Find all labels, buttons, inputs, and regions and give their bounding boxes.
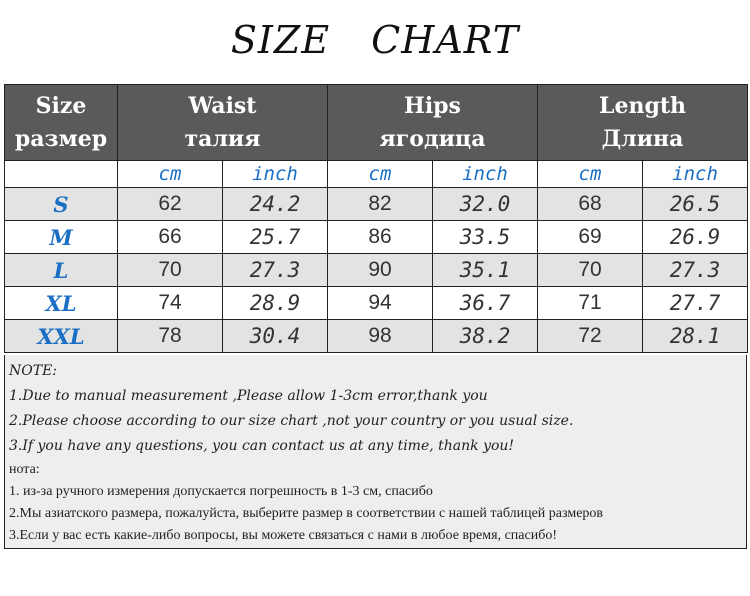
unit-inch: inch bbox=[223, 161, 328, 188]
header-length: Length Длина bbox=[538, 85, 748, 161]
note-item-en: 1.Due to manual measurement ,Please allow 1-3cm error,thank you bbox=[9, 388, 488, 404]
unit-cm: cm bbox=[118, 161, 223, 188]
note-item-ru: 1. из-за ручного измерения допускается погрешность в 1-3 см, спасибо bbox=[9, 484, 433, 499]
table-row bbox=[5, 254, 748, 287]
waist-inch-cell: 25.7 bbox=[223, 221, 328, 254]
length-inch-cell: 27.3 bbox=[643, 254, 748, 287]
unit-cm: cm bbox=[328, 161, 433, 188]
notes-section bbox=[4, 355, 747, 549]
page-title: SIZE CHART bbox=[230, 18, 520, 62]
waist-cm-cell: 62 bbox=[118, 188, 223, 221]
length-cm-cell: 69 bbox=[538, 221, 643, 254]
unit-inch: inch bbox=[433, 161, 538, 188]
length-cm-cell: 68 bbox=[538, 188, 643, 221]
waist-inch-cell: 28.9 bbox=[223, 287, 328, 320]
table-row bbox=[5, 320, 748, 353]
length-inch-cell: 26.5 bbox=[643, 188, 748, 221]
table-row bbox=[5, 188, 748, 221]
length-cm-cell: 71 bbox=[538, 287, 643, 320]
units-blank bbox=[5, 161, 118, 188]
waist-cm-cell: 74 bbox=[118, 287, 223, 320]
size-cell: L bbox=[5, 254, 118, 287]
size-cell: M bbox=[5, 221, 118, 254]
hips-cm-cell: 98 bbox=[328, 320, 433, 353]
waist-cm-cell: 66 bbox=[118, 221, 223, 254]
unit-inch: inch bbox=[643, 161, 748, 188]
hips-inch-cell: 32.0 bbox=[433, 188, 538, 221]
waist-cm-cell: 70 bbox=[118, 254, 223, 287]
note-item-en: 2.Please choose according to our size chart ,not your country or you usual size. bbox=[9, 413, 574, 429]
waist-inch-cell: 27.3 bbox=[223, 254, 328, 287]
note-item-ru: 2.Мы азиатского размера, пожалуйста, выберите размер в соответствии с нашей таблицей размеров bbox=[9, 506, 604, 521]
length-inch-cell: 26.9 bbox=[643, 221, 748, 254]
note-item-en: 3.If you have any questions, you can contact us at any time, thank you! bbox=[9, 438, 515, 454]
length-inch-cell: 27.7 bbox=[643, 287, 748, 320]
size-chart-table bbox=[4, 84, 748, 353]
hips-cm-cell: 94 bbox=[328, 287, 433, 320]
hips-inch-cell: 35.1 bbox=[433, 254, 538, 287]
size-cell: S bbox=[5, 188, 118, 221]
hips-inch-cell: 33.5 bbox=[433, 221, 538, 254]
hips-inch-cell: 38.2 bbox=[433, 320, 538, 353]
unit-cm: cm bbox=[538, 161, 643, 188]
header-row bbox=[5, 85, 748, 161]
length-inch-cell: 28.1 bbox=[643, 320, 748, 353]
note-label-en: NOTE: bbox=[9, 363, 58, 379]
size-cell: XXL bbox=[5, 320, 118, 353]
header-size: Size размер bbox=[5, 85, 118, 161]
header-hips: Hips ягодица bbox=[328, 85, 538, 161]
table-row bbox=[5, 287, 748, 320]
waist-inch-cell: 24.2 bbox=[223, 188, 328, 221]
note-item-ru: 3.Если у вас есть какие-либо вопросы, вы можете связаться с нами в любое время, спасибо! bbox=[9, 528, 557, 543]
header-waist: Waist талия bbox=[118, 85, 328, 161]
note-label-ru: нота: bbox=[9, 462, 40, 477]
waist-cm-cell: 78 bbox=[118, 320, 223, 353]
hips-cm-cell: 90 bbox=[328, 254, 433, 287]
units-row bbox=[5, 161, 748, 188]
length-cm-cell: 70 bbox=[538, 254, 643, 287]
size-cell: XL bbox=[5, 287, 118, 320]
hips-cm-cell: 86 bbox=[328, 221, 433, 254]
length-cm-cell: 72 bbox=[538, 320, 643, 353]
hips-inch-cell: 36.7 bbox=[433, 287, 538, 320]
waist-inch-cell: 30.4 bbox=[223, 320, 328, 353]
table-row bbox=[5, 221, 748, 254]
hips-cm-cell: 82 bbox=[328, 188, 433, 221]
